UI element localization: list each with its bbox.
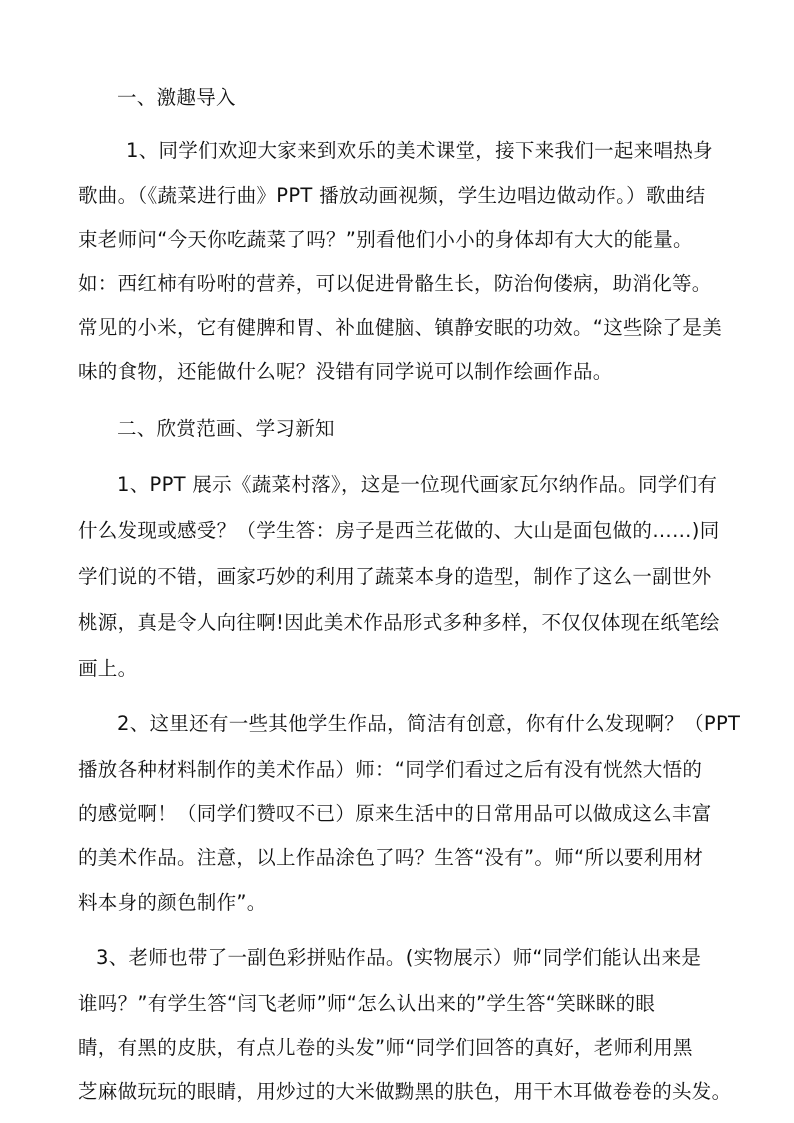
paragraph-line: 常见的小米，它有健脾和胃、补血健脑、镇静安眠的功效。“这些除了是美 [78,316,723,340]
paragraph-line: 睛，有黑的皮肤，有点儿卷的头发”师“同学们回答的真好，老师利用黑 [78,1035,693,1059]
paragraph-line: 1、同学们欢迎大家来到欢乐的美术课堂，接下来我们一起来唱热身 [126,139,713,163]
paragraph-line: 3、老师也带了一副色彩拼贴作品。(实物展示）师“同学们能认出来是 [96,945,702,969]
paragraph-line: 谁吗？”有学生答“闫飞老师”师“怎么认出来的”学生答“笑眯眯的眼 [78,991,656,1015]
section-heading: 一、激趣导入 [117,86,236,109]
section-heading: 二、欣赏范画、学习新知 [117,417,335,441]
paragraph-line: 味的食物，还能做什么呢？没错有同学说可以制作绘画作品。 [78,360,613,384]
paragraph-line: 芝麻做玩玩的眼睛，用炒过的大米做黝黑的肤色，用干木耳做卷卷的头发。 [78,1080,732,1104]
paragraph-line: 歌曲。（《蔬菜进行曲》PPT 播放动画视频，学生边唱边做动作。）歌曲结 [78,183,706,207]
paragraph-line: 的感觉啊！（同学们赞叹不已）原来生活中的日常用品可以做成这么丰富 [78,802,712,826]
paragraph-line: 如：西红柿有吩咐的营养，可以促进骨骼生长，防治佝偻病，助消化等。 [78,271,712,295]
paragraph-line: 束老师问“今天你吃蔬菜了吗？”别看他们小小的身体却有大大的能量。 [78,227,693,251]
paragraph-line: 画上。 [78,656,138,680]
paragraph-line: 的美术作品。注意，以上作品涂色了吗？生答“没有”。师“所以要利用材 [78,846,704,870]
paragraph-line: 桃源，真是令人向往啊!因此美术作品形式多种多样，不仅仅体现在纸笔绘 [78,610,720,634]
paragraph-line: 1、PPT 展示《蔬菜村落》，这是一位现代画家瓦尔纳作品。同学们有 [117,472,718,496]
paragraph-line: 学们说的不错，画家巧妙的利用了蔬菜本身的造型，制作了这么一副世外 [78,564,712,588]
paragraph-line: 料本身的颜色制作”。 [78,890,267,914]
paragraph-line: 2、这里还有一些其他学生作品，简洁有创意，你有什么发现啊？（PPT [117,711,741,735]
paragraph-line: 什么发现或感受？（学生答：房子是西兰花做的、大山是面包做的……)同 [78,518,720,542]
paragraph-line: 播放各种材料制作的美术作品）师：“同学们看过之后有没有恍然大悟的 [78,757,703,781]
